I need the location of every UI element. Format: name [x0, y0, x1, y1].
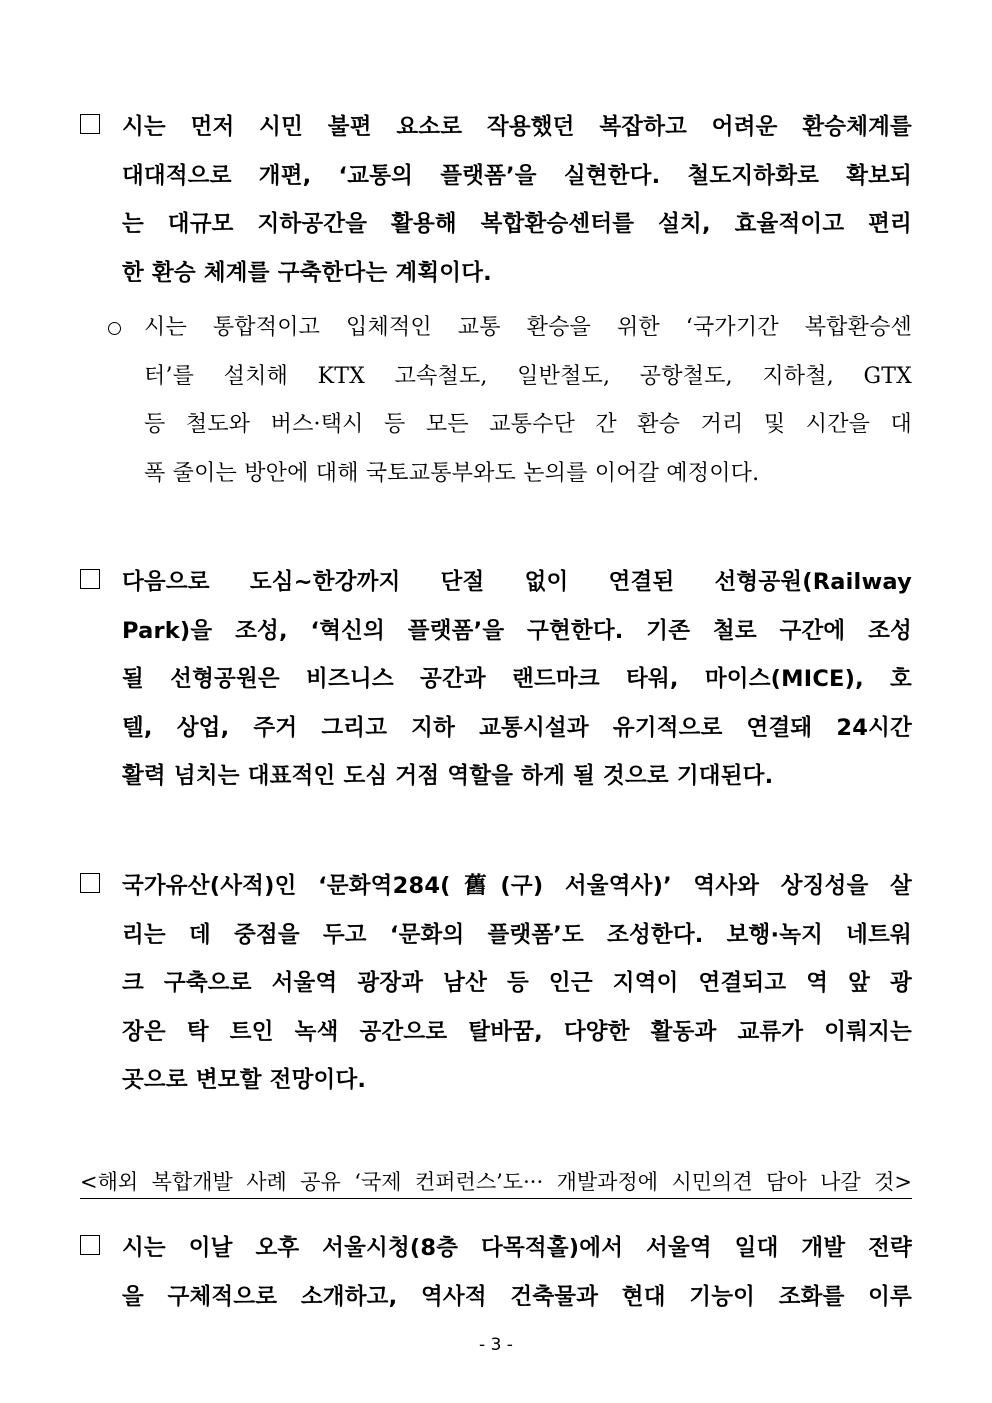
text-line: 크 구축으로 서울역 광장과 남산 등 인근 지역이 연결되고 역 앞 광 — [122, 970, 912, 996]
text-line: 다음으로 도심~한강까지 단절 없이 연결된 선형공원(Railway — [122, 569, 912, 595]
checkbox-bullet-icon — [80, 114, 100, 134]
text-line: 텔, 상업, 주거 그리고 지하 교통시설과 유기적으로 연결돼 24시간 — [122, 714, 912, 741]
paragraph-transfer-system — [80, 103, 912, 297]
text-line: 될 선형공원은 비즈니스 공간과 랜드마크 타워, 마이스(MICE), 호 — [122, 666, 912, 692]
text-line: 등 철도와 버스·택시 등 모든 교통수단 간 환승 거리 및 시간을 대 — [144, 412, 912, 437]
paragraph-culture-platform — [80, 862, 912, 1105]
checkbox-bullet-icon — [80, 1235, 100, 1255]
text-line: 국가유산(사적)인 ‘문화역284(舊(구) 서울역사)’ 역사와 상징성을 살 — [122, 873, 912, 899]
subparagraph-national-transfer-center — [108, 304, 912, 498]
paragraph-conference — [80, 1224, 912, 1321]
text-line: 시는 통합적이고 입체적인 교통 환승을 위한 ‘국가기간 복합환승센 — [144, 315, 912, 340]
page-number: - 3 - — [479, 1335, 513, 1355]
paragraph-railway-park — [80, 558, 912, 801]
circle-bullet-icon — [108, 322, 121, 335]
text-line: 폭 줄이는 방안에 대해 국토교통부와도 논의를 이어갈 예정이다. — [144, 460, 760, 486]
text-line: 대대적으로 개편, ‘교통의 플랫폼’을 실현한다. 철도지하화로 확보되 — [122, 162, 912, 189]
text-line: 한 환승 체계를 구축한다는 계획이다. — [122, 259, 492, 286]
text-line: 활력 넘치는 대표적인 도심 거점 역할을 하게 될 것으로 기대된다. — [122, 763, 774, 789]
text-line: Park)을 조성, ‘혁신의 플랫폼’을 구현한다. 기존 철로 구간에 조성 — [122, 617, 912, 644]
text-line: 곳으로 변모할 전망이다. — [122, 1067, 367, 1093]
text-line: 을 구체적으로 소개하고, 역사적 건축물과 현대 기능이 조화를 이루 — [122, 1283, 912, 1310]
checkbox-bullet-icon — [80, 873, 100, 893]
text-line: 시는 먼저 시민 불편 요소로 작용했던 복잡하고 어려운 환승체계를 — [122, 114, 912, 140]
text-line: 는 대규모 지하공간을 활용해 복합환승센터를 설치, 효율적이고 편리 — [122, 211, 912, 237]
text-line: 리는 데 중점을 두고 ‘문화의 플랫폼’도 조성한다. 보행·녹지 네트워 — [122, 921, 912, 948]
text-line: 시는 이날 오후 서울시청(8층 다목적홀)에서 서울역 일대 개발 전략 — [122, 1235, 912, 1261]
section-heading: <해외 복합개발 사례 공유 ‘국제 컨퍼런스’도··· 개발과정에 시민의견 담아 나갈 것> — [80, 1167, 912, 1199]
checkbox-bullet-icon — [80, 569, 100, 589]
text-line: 장은 탁 트인 녹색 공간으로 탈바꿈, 다양한 활동과 교류가 이뤄지는 — [122, 1018, 912, 1045]
text-line: 터’를 설치해 KTX 고속철도, 일반철도, 공항철도, 지하철, GTX — [144, 363, 912, 389]
